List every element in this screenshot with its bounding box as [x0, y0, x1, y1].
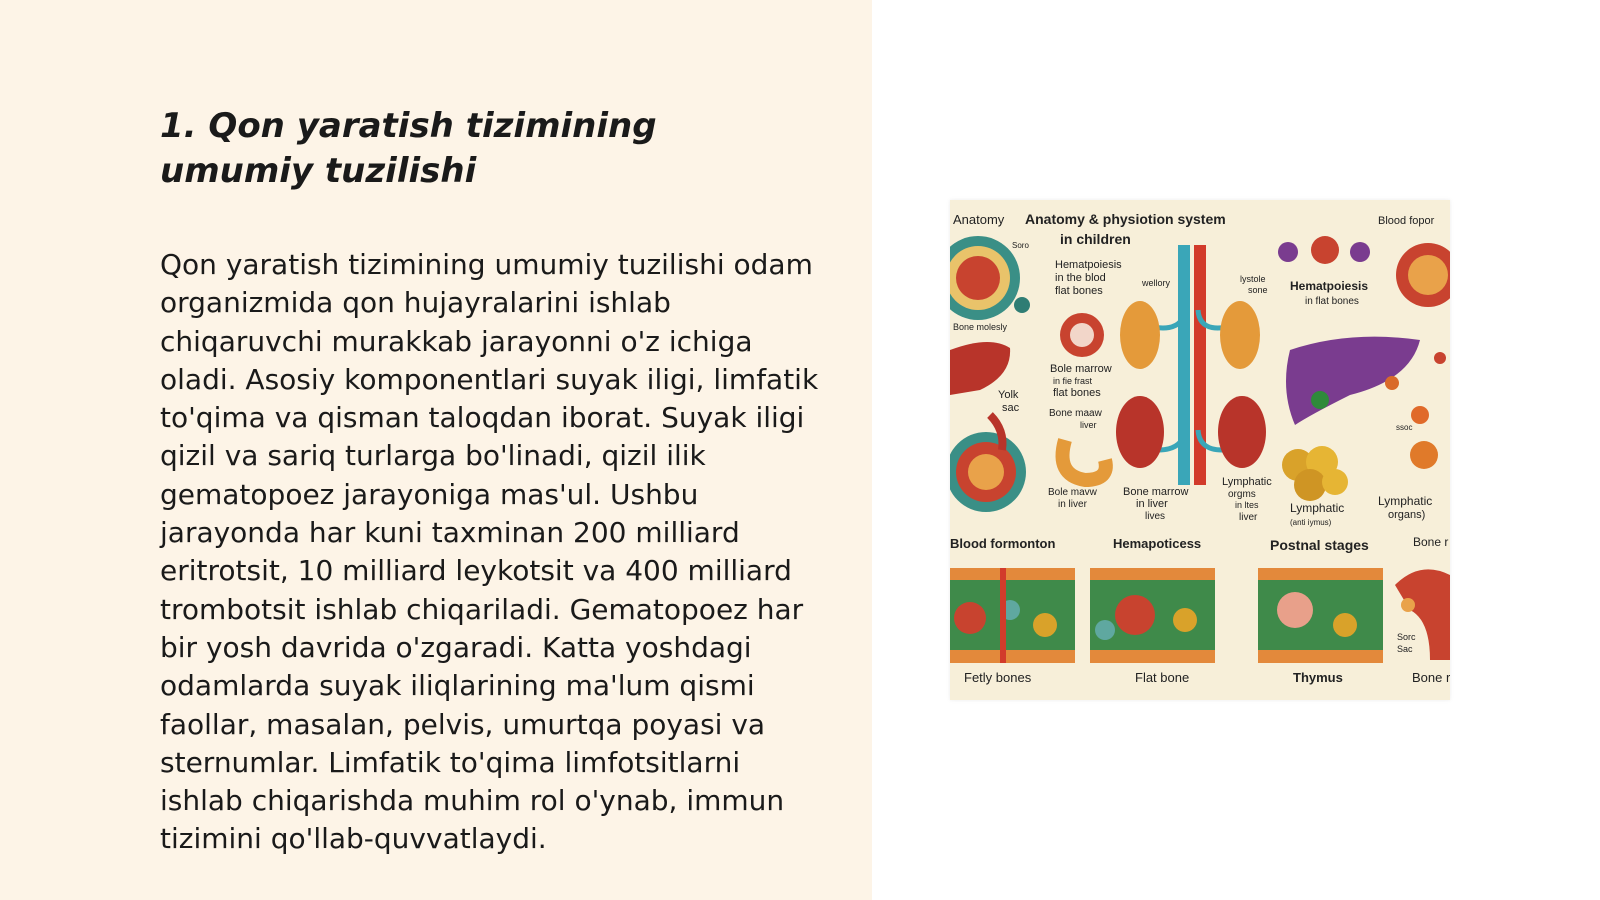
label-hema-blood-2: in the blod [1055, 272, 1106, 284]
label-header: Anatomy & physiotion system [1025, 211, 1226, 227]
label-bone-maw-2: liver [1080, 420, 1097, 430]
label-lymph-a-4: liver [1239, 512, 1258, 523]
label-bone-r: Bone r [1413, 535, 1449, 549]
label-yolk-1: Yolk [998, 389, 1019, 401]
label-hemapoticess: Hemapoticess [1113, 536, 1202, 551]
bottom-panel-2 [1090, 568, 1215, 663]
label-hema-blood-1: Hematpoiesis [1055, 259, 1122, 271]
label-bole-mavw-1: Bole mavw [1048, 487, 1097, 498]
label-bone-molesly: Bone molesly [953, 322, 1008, 332]
label-ssoc: ssoc [1396, 423, 1413, 432]
label-bole-mavw-2: in liver [1058, 499, 1087, 510]
bottom-panel-3 [1258, 568, 1383, 663]
label-hema-blood-3: flat bones [1055, 285, 1103, 297]
label-lymph-c-2: organs) [1388, 509, 1426, 521]
marrow-cell-illustration [1060, 313, 1104, 357]
label-bole-marrow-1: Bole marrow [1050, 363, 1112, 375]
label-hema-flat-2: in flat bones [1305, 296, 1359, 307]
label-lymph-a-1: Lymphatic [1222, 476, 1272, 488]
label-bone-marrow-3: lives [1145, 511, 1166, 522]
label-flat-bone: Flat bone [1135, 670, 1190, 685]
label-bole-marrow-2: in fie frast [1053, 376, 1093, 386]
label-bone-maw-1: Bone maaw [1049, 408, 1102, 419]
label-lymph-a-2: orgms [1228, 489, 1256, 500]
slide-title: 1. Qon yaratish tizimining umumiy tuzilishi [160, 106, 657, 191]
label-bone-marrow-2: in liver [1136, 498, 1168, 510]
label-fetly-bones: Fetly bones [964, 670, 1032, 685]
label-bone-r2: Bone r [1412, 670, 1450, 685]
label-postnal-stages: Postnal stages [1270, 537, 1369, 553]
label-blood-fopor: Blood fopor [1378, 215, 1435, 227]
label-bole-marrow-3: flat bones [1053, 387, 1101, 399]
label-lystole-2: sone [1248, 285, 1268, 295]
hematopoiesis-illustration [950, 200, 1450, 700]
label-blood-formonton: Blood formonton [950, 536, 1056, 551]
label-lymph-b-2: (anti iymus) [1290, 518, 1332, 527]
bottom-panel-1 [950, 568, 1075, 663]
label-anatomy: Anatomy [953, 212, 1005, 227]
kidney-illustration-top-right [1220, 301, 1260, 369]
label-wellory: wellory [1142, 278, 1171, 288]
label-lymph-c-1: Lymphatic [1378, 494, 1433, 508]
vein-illustration [1178, 245, 1190, 485]
label-lystole-1: lystole [1240, 274, 1266, 284]
label-yolk-2: sac [1002, 402, 1020, 414]
artery-illustration [1194, 245, 1206, 485]
kidney-illustration-bottom-right [1218, 396, 1266, 468]
label-sorc-1: Sorc [1397, 632, 1416, 642]
label-hema-flat-1: Hematpoiesis [1290, 279, 1369, 293]
label-bone-marrow-1: Bone marrow [1123, 486, 1189, 498]
label-lymph-a-3: in ltes [1235, 500, 1259, 510]
kidney-illustration-bottom-left [1116, 396, 1164, 468]
label-sorc-2: Sac [1397, 644, 1413, 654]
label-thymus: Thymus [1293, 670, 1343, 685]
kidney-illustration-top-left [1120, 301, 1160, 369]
label-lymph-b-1: Lymphatic [1290, 501, 1345, 515]
slide-body-text: Qon yaratish tizimining umumiy tuzilishi odam organizmida qon hujayralarini ishlab chiqaruvchi murakkab jarayonni o'z ichiga oladi. Asosiy komponentlari suyak iligi, limfatik to'qima va qisman taloqdan iborat. Suyak iligi qizil va sariq turlarga bo'linadi, qizil ilik gematopoez jarayoniga mas'ul. Ushbu jarayonda har kuni taxminan 200 milliard eritrotsit, 10 milliard leykotsit va 400 milliard trombotsit ishlab chiqariladi. Gematopoez har bir yosh davrida o'zgaradi. Katta yoshdagi odamlarda suyak iliqlarining ma'lum qismi faollar, masalan, pelvis, umurtqa poyasi va sternumlar. Limfatik to'qima limfotsitlarni ishlab chiqarishda muhim rol o'ynab, immun tizimini qo'llab-quvvatlaydi. [160, 248, 819, 856]
label-soro: Soro [1012, 241, 1029, 250]
label-header2: in children [1060, 231, 1131, 247]
